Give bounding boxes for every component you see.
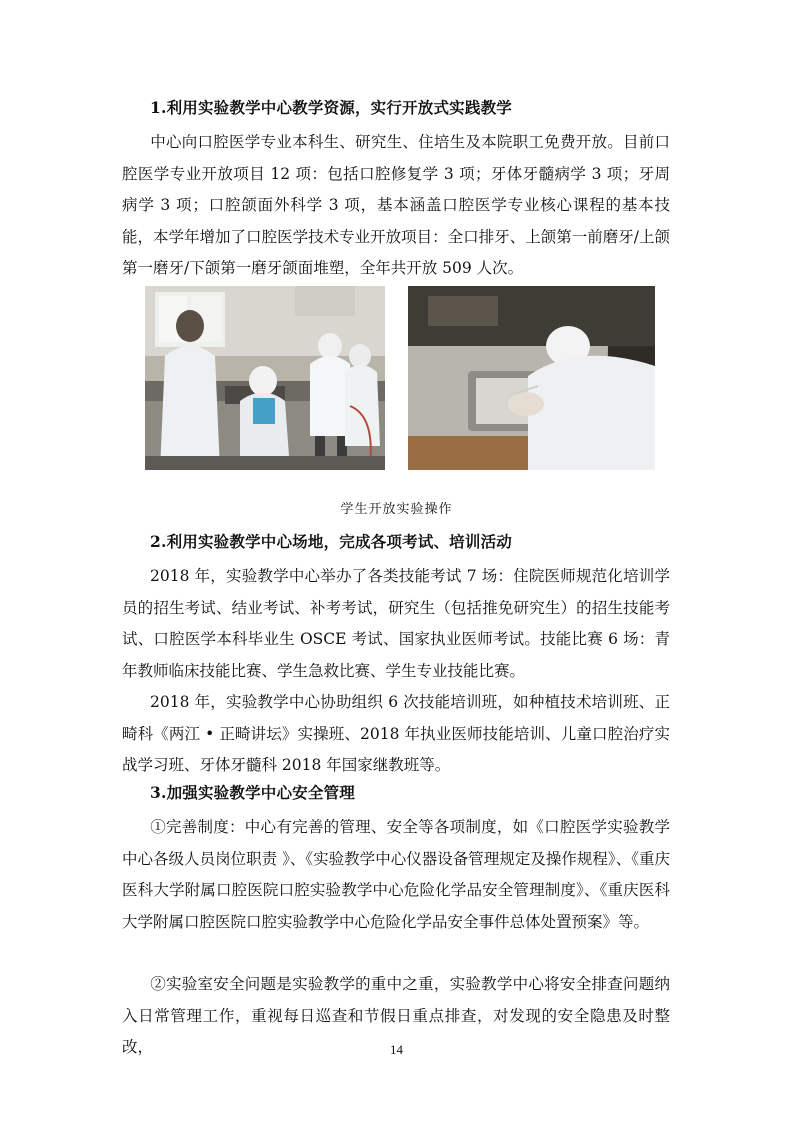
section-3-paragraph-2-text: ②实验室安全问题是实验教学的重中之重，实验教学中心将安全排查问题纳入日常管理工作，重视每日巡查和节假日重点排查，对发现的安全隐患及时整改， [122,975,670,1056]
section-2-paragraph-1 [122,561,670,687]
section-2-paragraph-1-text: 2018 年，实验教学中心举办了各类技能考试 7 场：住院医师规范化培训学员的招生考试、结业考试、补考考试，研究生（包括推免研究生）的招生技能考试、口腔医学本科毕业生 OSCE 考试、国家执业医师考试。技能比赛 6 场：青年教师临床技能比赛、学生急救比赛、学生专业技能比赛。 [122,567,670,680]
section-3-heading: 3.加强实验教学中心安全管理 [150,783,355,802]
section-2-heading: 2.利用实验教学中心场地，完成各项考试、培训活动 [150,532,512,551]
section-2-paragraph-2 [122,687,670,782]
section-3-paragraph-1 [122,812,670,938]
students-practicing-photo [145,286,385,470]
page-number: 14 [390,1042,403,1057]
section-1-heading: 1.利用实验教学中心教学资源，实行开放式实践教学 [150,98,512,117]
students-practicing-image [145,286,385,470]
section-1-paragraph-1-text: 中心向口腔医学专业本科生、研究生、住培生及本院职工免费开放。目前口腔医学专业开放项目 12 项：包括口腔修复学 3 项；牙体牙髓病学 3 项；牙周病学 3 项；口腔颌面外科学 3 项，基本涵盖口腔医学专业核心课程的基本技能，本学年增加了口腔医学技术专业开放项目：全口排牙、上颌第一前磨牙/上颌第一磨牙/下颌第一磨牙颌面堆塑，全年共开放 509 人次。 [122,133,670,277]
section-2-paragraph-2-text: 2018 年，实验教学中心协助组织 6 次技能培训班，如种植技术培训班、正畸科《两江 • 正畸讲坛》实操班、2018 年执业医师技能培训、儿童口腔治疗实战学习班、牙体牙髓科 2018 年国家继教班等。 [122,693,670,774]
section-3-paragraph-1-text: ①完善制度：中心有完善的管理、安全等各项制度，如《口腔医学实验教学中心各级人员岗位职责 》、《实验教学中心仪器设备管理规定及操作规程》、《重庆医科大学附属口腔医院口腔实验教学中心危险化学品安全管理制度》、《重庆医科大学附属口腔医院口腔实验教学中心危险化学品安全事件总体处置预案》等。 [122,818,670,931]
figure-caption: 学生开放实验操作 [340,502,453,517]
student-carving-photo [408,286,655,470]
section-1-paragraph-1 [122,127,670,285]
student-carving-image [408,286,655,470]
